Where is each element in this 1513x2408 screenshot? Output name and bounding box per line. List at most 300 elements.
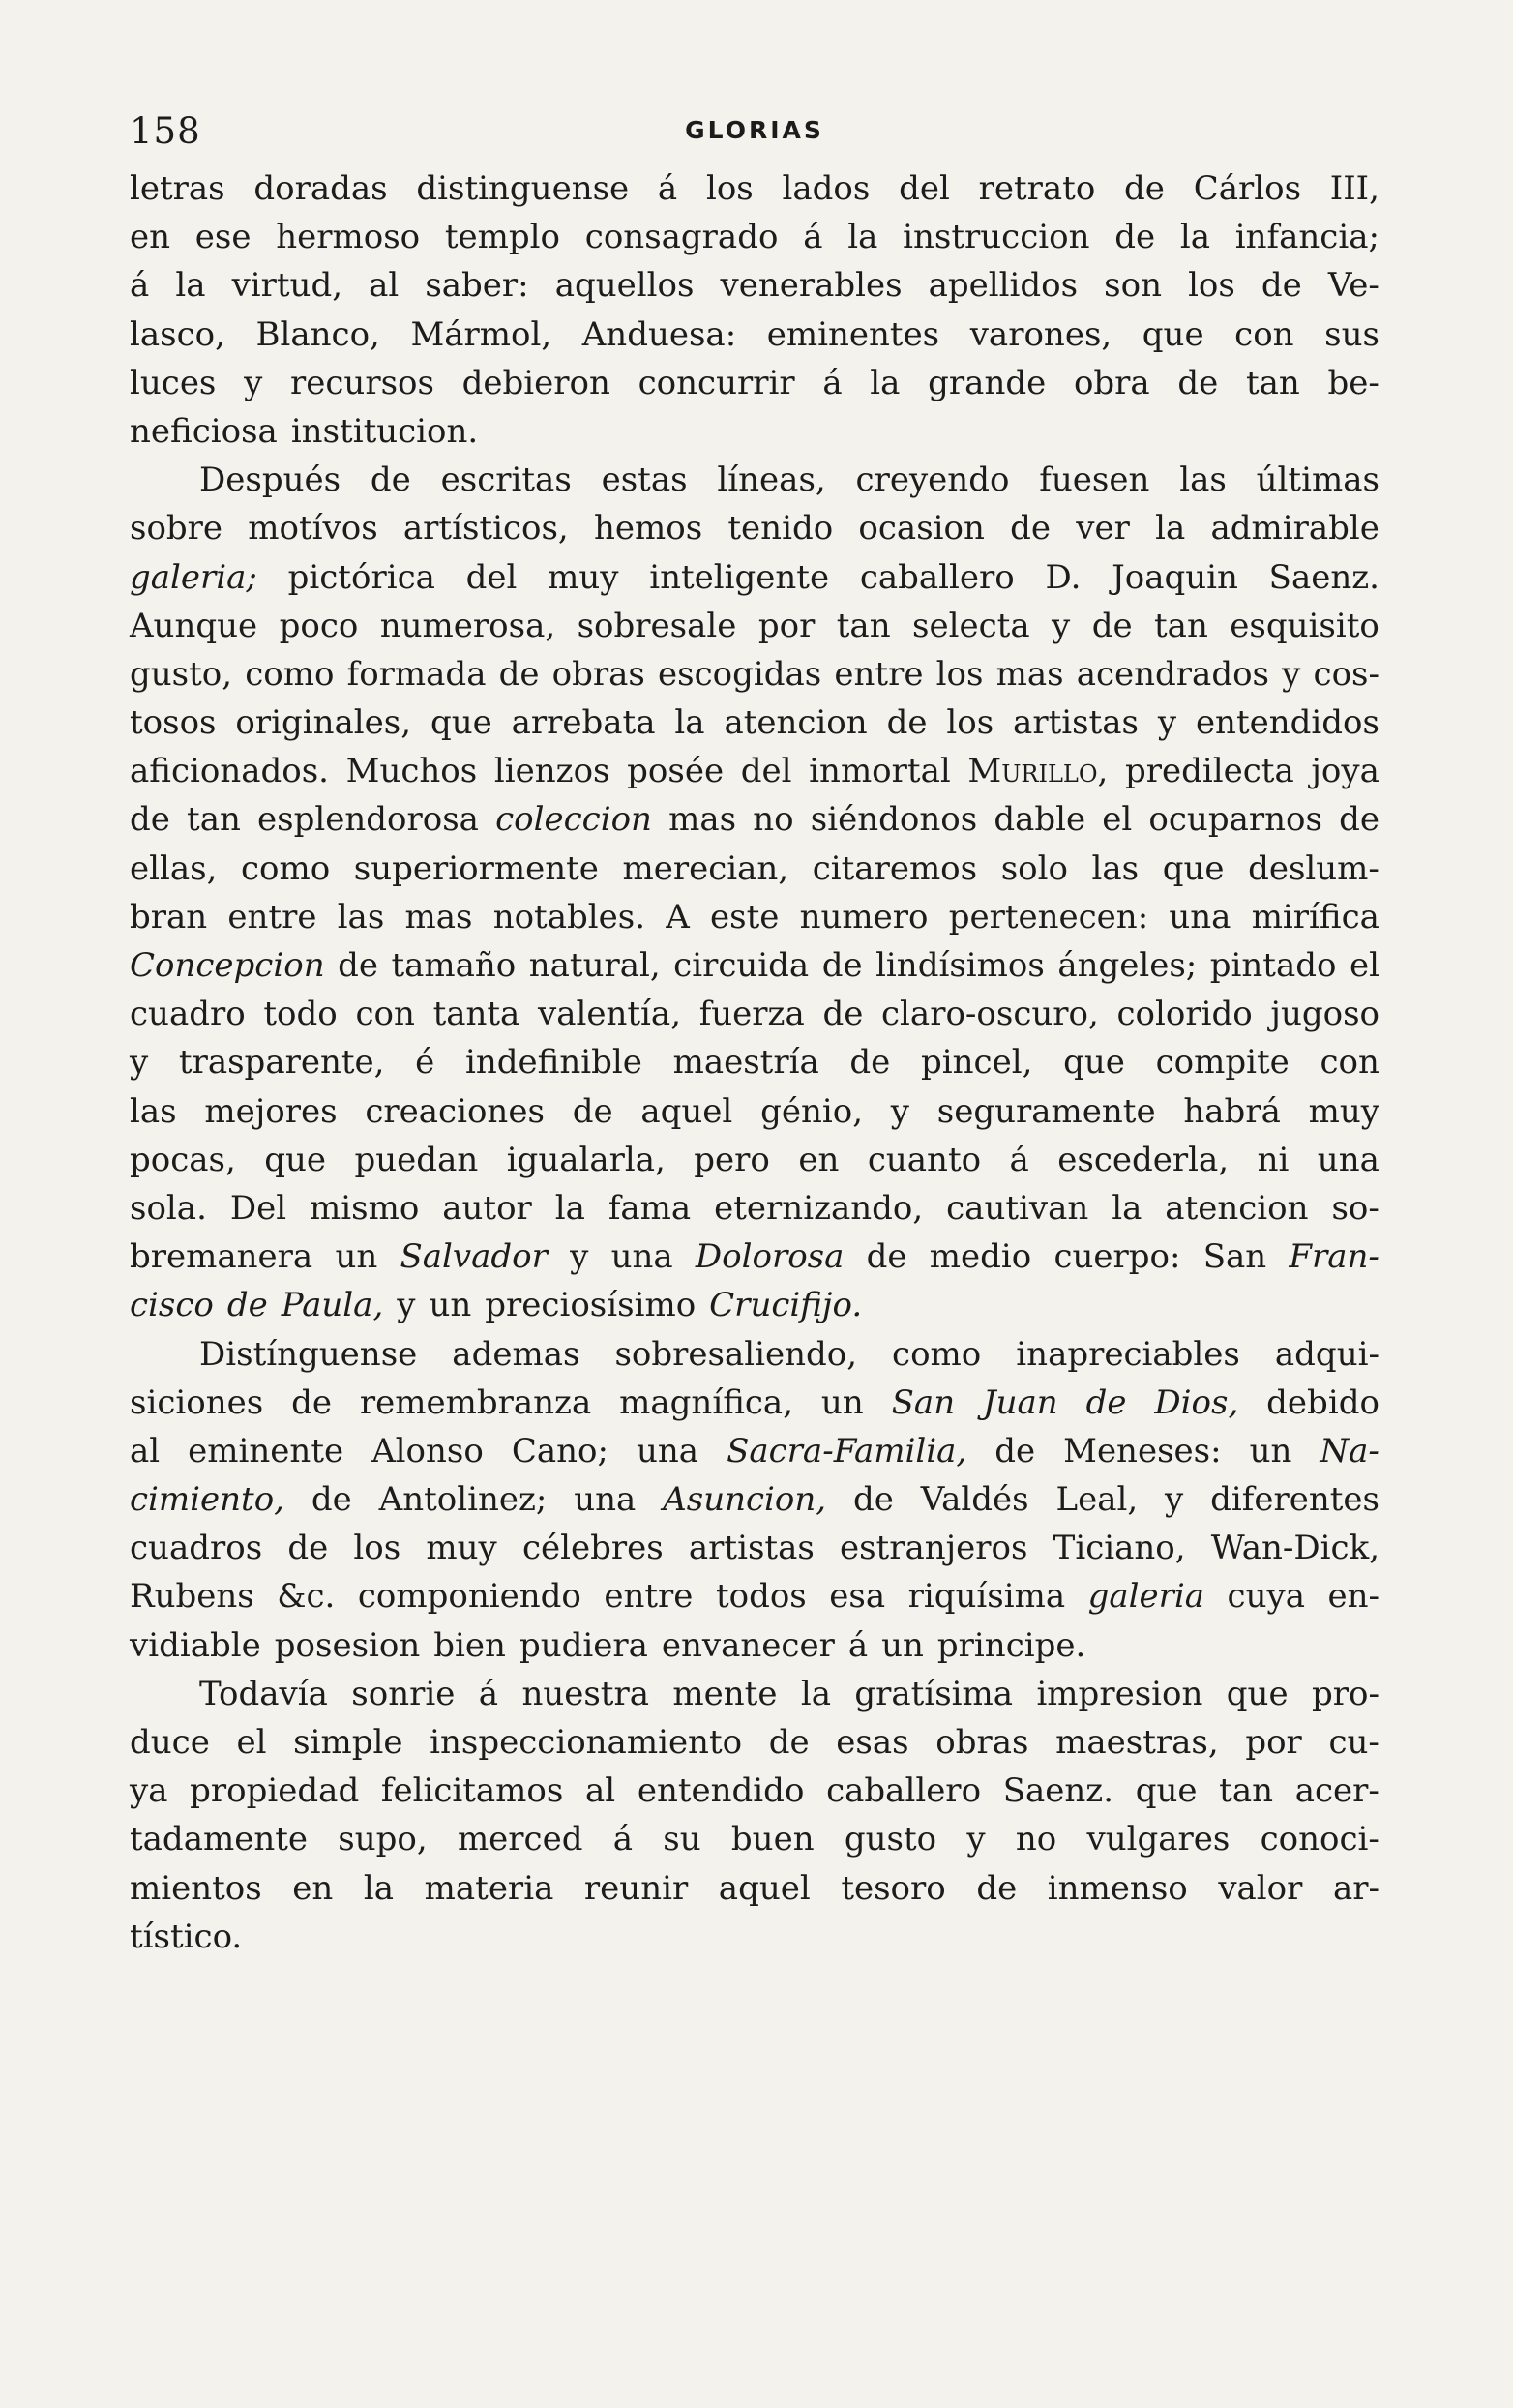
word: un	[881, 1625, 924, 1665]
word: de	[1261, 266, 1302, 306]
word: de	[1114, 218, 1156, 257]
word: selecta	[912, 606, 1030, 645]
word: citaremos	[812, 848, 978, 888]
word: la	[554, 1188, 585, 1228]
word: mente	[672, 1674, 778, 1713]
word: é	[415, 1043, 435, 1083]
word: artistas	[688, 1529, 815, 1568]
word: gusto	[844, 1820, 937, 1859]
word: Juan	[983, 1382, 1058, 1422]
word: mismo	[310, 1188, 420, 1228]
word: no	[753, 800, 794, 840]
word: y	[1157, 703, 1177, 743]
word: las	[1091, 848, 1140, 888]
word: varones,	[969, 314, 1112, 354]
word: un	[429, 1286, 472, 1325]
word: de	[1085, 1382, 1127, 1422]
text-line	[130, 1087, 1380, 1136]
word: Rubens	[130, 1577, 254, 1617]
word: ese	[194, 218, 252, 257]
text-line	[130, 990, 1380, 1038]
word: obras	[551, 654, 645, 694]
word: igualarla,	[506, 1140, 666, 1179]
text-line	[130, 747, 1380, 795]
word: compite	[1155, 1043, 1290, 1083]
word: ángeles;	[1057, 946, 1198, 985]
word: arrebata	[511, 703, 656, 743]
word: los	[935, 654, 984, 694]
word: al	[369, 266, 400, 306]
text-line	[130, 941, 1380, 990]
word: aquel	[640, 1091, 733, 1131]
word: natural,	[528, 946, 661, 985]
word: los	[353, 1529, 401, 1568]
word: con	[1320, 1043, 1380, 1083]
word: mas	[995, 654, 1064, 694]
word: Dios,	[1154, 1382, 1239, 1422]
word: muy	[1308, 1091, 1380, 1131]
word: Wan-Dick,	[1210, 1529, 1380, 1568]
word: templo	[444, 218, 561, 257]
word: de	[291, 1382, 332, 1422]
text-line	[130, 650, 1380, 699]
word: bran	[130, 897, 208, 936]
word: entre	[834, 654, 924, 694]
text-line	[130, 1330, 1380, 1379]
word: adqui-	[1274, 1334, 1380, 1374]
word: claro-oscuro,	[881, 995, 1099, 1034]
word: cos-	[1313, 654, 1380, 694]
word: lienzos	[493, 752, 610, 791]
word: todos	[715, 1577, 807, 1617]
word: que	[264, 1140, 327, 1179]
word: San	[1202, 1237, 1267, 1277]
word: mejores	[204, 1091, 338, 1131]
word: génio,	[760, 1091, 864, 1131]
word: saber:	[425, 266, 529, 306]
text-line	[130, 1670, 1380, 1718]
word: Joaquin	[1112, 557, 1238, 597]
word: á	[130, 266, 150, 306]
text-line	[130, 1864, 1380, 1913]
word: dable	[994, 800, 1086, 840]
word: acendrados	[1076, 654, 1270, 694]
text-line	[130, 1621, 1380, 1670]
word: tadamente	[130, 1820, 309, 1859]
word: habrá	[1183, 1091, 1281, 1131]
word: Después	[199, 461, 341, 500]
word: vidiable	[130, 1625, 261, 1665]
word: riquísima	[907, 1577, 1066, 1617]
word: á	[657, 169, 678, 208]
word: Dolorosa	[695, 1237, 845, 1277]
text-line	[130, 1815, 1380, 1863]
word: Leal,	[1055, 1480, 1139, 1520]
word: aquel	[718, 1868, 811, 1908]
word: de	[886, 703, 928, 743]
word: Antolinez;	[378, 1480, 548, 1520]
word: diferentes	[1210, 1480, 1380, 1520]
word: retrato	[978, 169, 1096, 208]
word: tesoro	[841, 1868, 946, 1908]
word: motívos	[248, 509, 378, 549]
text-line	[130, 699, 1380, 747]
word: debido	[1266, 1382, 1380, 1422]
word: como	[245, 654, 335, 694]
word: ocuparnos	[1148, 800, 1322, 840]
word: Alonso	[371, 1431, 484, 1471]
word: las	[130, 1091, 177, 1131]
word: entendidos	[1195, 703, 1380, 743]
word: escederla,	[1057, 1140, 1230, 1179]
word: todo	[263, 995, 338, 1034]
word: que	[1135, 1771, 1198, 1811]
word: tenido	[727, 509, 834, 549]
word: lados	[782, 169, 871, 208]
word: formada	[346, 654, 487, 694]
word: esplendorosa	[257, 800, 479, 840]
word: maestría	[672, 1043, 819, 1083]
word: hermoso	[276, 218, 421, 257]
word: bremanera	[130, 1237, 313, 1277]
word: ademas	[452, 1334, 580, 1374]
text-line	[130, 407, 1380, 456]
word: ellas,	[130, 848, 218, 888]
word: inteligente	[649, 557, 830, 597]
word: Na-	[1320, 1431, 1380, 1471]
word: y	[130, 1043, 149, 1083]
word: inmortal	[809, 752, 951, 791]
word: luces	[130, 363, 217, 402]
word: de	[1091, 606, 1133, 645]
word: gratísima	[854, 1674, 1014, 1713]
word: letras	[130, 169, 225, 208]
word: la	[175, 266, 206, 306]
word: puedan	[354, 1140, 479, 1179]
word: debieron	[461, 363, 610, 402]
word: que	[1226, 1674, 1289, 1713]
text-line	[130, 1281, 1380, 1329]
word: un	[820, 1382, 864, 1422]
word: materia	[424, 1868, 554, 1908]
word: la	[800, 1674, 831, 1713]
word: una	[1169, 897, 1231, 936]
word: pictórica	[287, 557, 435, 597]
word: Aunque	[130, 606, 258, 645]
word: apellidos	[928, 266, 1079, 306]
word: D.	[1045, 557, 1082, 597]
word: y	[244, 363, 263, 402]
word: la	[674, 703, 705, 743]
word: institucion.	[290, 411, 479, 451]
word: mirífica	[1251, 897, 1380, 936]
word: componiendo	[357, 1577, 581, 1617]
word: simple	[293, 1723, 403, 1762]
word: impresion	[1036, 1674, 1203, 1713]
word: concurrir	[638, 363, 795, 402]
word: de	[768, 1723, 810, 1762]
word: atencion	[1165, 1188, 1309, 1228]
word: Saenz.	[1002, 1771, 1114, 1811]
word: coleccion	[495, 800, 652, 840]
word: las	[337, 897, 385, 936]
word: gusto,	[130, 654, 233, 694]
word: indefinible	[465, 1043, 642, 1083]
word: ar-	[1332, 1868, 1380, 1908]
word: de	[822, 995, 864, 1034]
word: cimiento,	[130, 1480, 284, 1520]
word: en	[292, 1868, 334, 1908]
word: notables.	[492, 897, 646, 936]
word: y	[397, 1286, 416, 1325]
word: de	[1177, 363, 1219, 402]
word: cuadro	[130, 995, 246, 1034]
word: Ve-	[1327, 266, 1380, 306]
word: de	[852, 1480, 894, 1520]
word: predilecta	[1124, 752, 1294, 791]
word: esa	[829, 1577, 886, 1617]
word: siéndonos	[810, 800, 978, 840]
word: nuestra	[521, 1674, 649, 1713]
text-line	[130, 164, 1380, 213]
word: Paula,	[281, 1286, 384, 1325]
word: pincel,	[921, 1043, 1033, 1083]
word: de	[338, 946, 378, 985]
word: caballero	[859, 557, 1015, 597]
text-line	[130, 795, 1380, 844]
word: siciones	[130, 1382, 264, 1422]
word: inapreciables	[1016, 1334, 1240, 1374]
word: en	[130, 218, 171, 257]
word: be-	[1327, 363, 1380, 402]
word: Asuncion,	[663, 1480, 827, 1520]
word: Cano;	[511, 1431, 608, 1471]
word: Valdés	[920, 1480, 1029, 1520]
word: pudiera	[519, 1625, 648, 1665]
word: una	[636, 1431, 699, 1471]
word: por	[757, 606, 816, 645]
word: aficionados.	[130, 752, 329, 791]
word: jugoso	[1270, 995, 1380, 1034]
word: admirable	[1210, 509, 1380, 549]
word: á	[1009, 1140, 1029, 1179]
text-line	[130, 1475, 1380, 1524]
word: artistas	[1013, 703, 1139, 743]
text-line	[130, 1427, 1380, 1475]
word: un	[335, 1237, 378, 1277]
page-number: 158	[130, 110, 201, 152]
word: conoci-	[1260, 1820, 1380, 1859]
word: este	[710, 897, 780, 936]
word: estas	[601, 461, 688, 500]
word: de	[311, 1480, 352, 1520]
word: neficiosa	[130, 411, 278, 451]
text-line	[130, 213, 1380, 261]
word: tosos	[130, 703, 217, 743]
word: cuya	[1227, 1577, 1305, 1617]
word: tan	[836, 606, 891, 645]
word: cu-	[1328, 1723, 1380, 1762]
word: tístico.	[130, 1917, 243, 1956]
word: Del	[229, 1188, 287, 1228]
word: de	[370, 461, 411, 500]
word: y	[1282, 654, 1301, 694]
word: obras	[935, 1723, 1029, 1762]
word: hemos	[593, 509, 703, 549]
word: eminentes	[766, 314, 940, 354]
word: cuerpo:	[1053, 1237, 1181, 1277]
word: Ticiano,	[1053, 1529, 1186, 1568]
word: deslum-	[1248, 848, 1380, 888]
word: de	[226, 1286, 268, 1325]
word: propiedad	[190, 1771, 360, 1811]
word: con	[1234, 314, 1294, 354]
word: Cárlos	[1193, 169, 1302, 208]
word: sola.	[130, 1188, 207, 1228]
word: medio	[929, 1237, 1032, 1277]
word: fuerza	[698, 995, 805, 1034]
word: circuida	[673, 946, 810, 985]
word: eminente	[188, 1431, 344, 1471]
word: esquisito	[1230, 606, 1380, 645]
word: los	[946, 703, 994, 743]
word: doradas	[253, 169, 388, 208]
word: seguramente	[936, 1091, 1156, 1131]
word: so-	[1331, 1188, 1380, 1228]
word: de	[994, 1431, 1036, 1471]
word: y	[890, 1091, 910, 1131]
word: superiormente	[353, 848, 599, 888]
word: estranjeros	[839, 1529, 1028, 1568]
word: y	[966, 1820, 986, 1859]
word: entre	[227, 897, 317, 936]
word: ver	[1076, 509, 1130, 549]
word: Distínguense	[199, 1334, 418, 1374]
text-line	[130, 1767, 1380, 1815]
word: numerosa,	[379, 606, 556, 645]
text-line	[130, 311, 1380, 359]
word: principe.	[936, 1625, 1086, 1665]
text-line	[130, 456, 1380, 504]
word: que	[1162, 848, 1225, 888]
word: que	[1063, 1043, 1125, 1083]
word: mientos	[130, 1868, 262, 1908]
word: inspeccionamiento	[430, 1723, 743, 1762]
word: no	[1015, 1820, 1057, 1859]
word: como	[240, 848, 331, 888]
word: numero	[799, 897, 929, 936]
word: la	[847, 218, 878, 257]
word: Anduesa:	[581, 314, 737, 354]
word: virtud,	[231, 266, 343, 306]
text-line	[130, 1718, 1380, 1767]
word: creyendo	[855, 461, 1010, 500]
word: aquellos	[554, 266, 695, 306]
word: á	[478, 1674, 499, 1713]
word: trasparente,	[178, 1043, 385, 1083]
word: autor	[442, 1188, 532, 1228]
word: merecian,	[622, 848, 789, 888]
word: el	[1102, 800, 1133, 840]
word: del	[740, 752, 792, 791]
word: por	[1245, 1723, 1302, 1762]
word: líneas,	[717, 461, 826, 500]
word: atencion	[724, 703, 868, 743]
word: remembranza	[359, 1382, 592, 1422]
word: escogidas	[658, 654, 822, 694]
word: creaciones	[365, 1091, 545, 1131]
word: infancia;	[1234, 218, 1380, 257]
word: muy	[426, 1529, 497, 1568]
word: sobre	[130, 509, 223, 549]
word: de	[572, 1091, 613, 1131]
word: Todavía	[199, 1674, 328, 1713]
word: en-	[1327, 1577, 1380, 1617]
word: una	[1317, 1140, 1380, 1179]
word: tan	[1246, 363, 1300, 402]
word: á	[803, 218, 823, 257]
word: la	[1112, 1188, 1142, 1228]
word: á	[822, 363, 843, 402]
word: lindísimos	[875, 946, 1045, 985]
word: Salvador	[400, 1237, 548, 1277]
word: de	[1339, 800, 1380, 840]
word: tan	[187, 800, 241, 840]
word: pero	[694, 1140, 770, 1179]
text-line	[130, 1913, 1380, 1961]
word: los	[1188, 266, 1235, 306]
word: del	[899, 169, 950, 208]
word: tanta	[432, 995, 520, 1034]
word: á	[847, 1625, 869, 1665]
word: sonrie	[351, 1674, 456, 1713]
body-text	[130, 164, 1380, 1961]
word: grande	[928, 363, 1047, 402]
word: una	[610, 1237, 673, 1277]
word: envanecer	[661, 1625, 835, 1665]
word: magnífica,	[619, 1382, 794, 1422]
word: en	[798, 1140, 840, 1179]
text-line	[130, 359, 1380, 407]
text-line	[130, 893, 1380, 941]
word: esas	[836, 1723, 909, 1762]
word: inmenso	[1047, 1868, 1188, 1908]
word: pertenecen:	[948, 897, 1149, 936]
word: preciosísimo	[485, 1286, 697, 1325]
word: colorido	[1116, 995, 1253, 1034]
word: Crucifijo.	[709, 1286, 863, 1325]
word: tan	[1154, 606, 1208, 645]
word: de	[1010, 509, 1052, 549]
word: valor	[1218, 1868, 1303, 1908]
word: la	[363, 1868, 395, 1908]
word: Meneses:	[1063, 1431, 1222, 1471]
text-line	[130, 1379, 1380, 1427]
word: solo	[1000, 848, 1068, 888]
word: lasco,	[130, 314, 225, 354]
word: galeria;	[130, 557, 257, 597]
word: las	[1179, 461, 1227, 500]
word: el	[1349, 946, 1380, 985]
word: de	[821, 946, 863, 985]
word: que	[1142, 314, 1204, 354]
word: felicitamos	[380, 1771, 564, 1811]
word: consagrado	[584, 218, 779, 257]
word: artísticos,	[402, 509, 569, 549]
word: vulgares	[1086, 1820, 1231, 1859]
word: ya	[130, 1771, 168, 1811]
word: la	[870, 363, 901, 402]
